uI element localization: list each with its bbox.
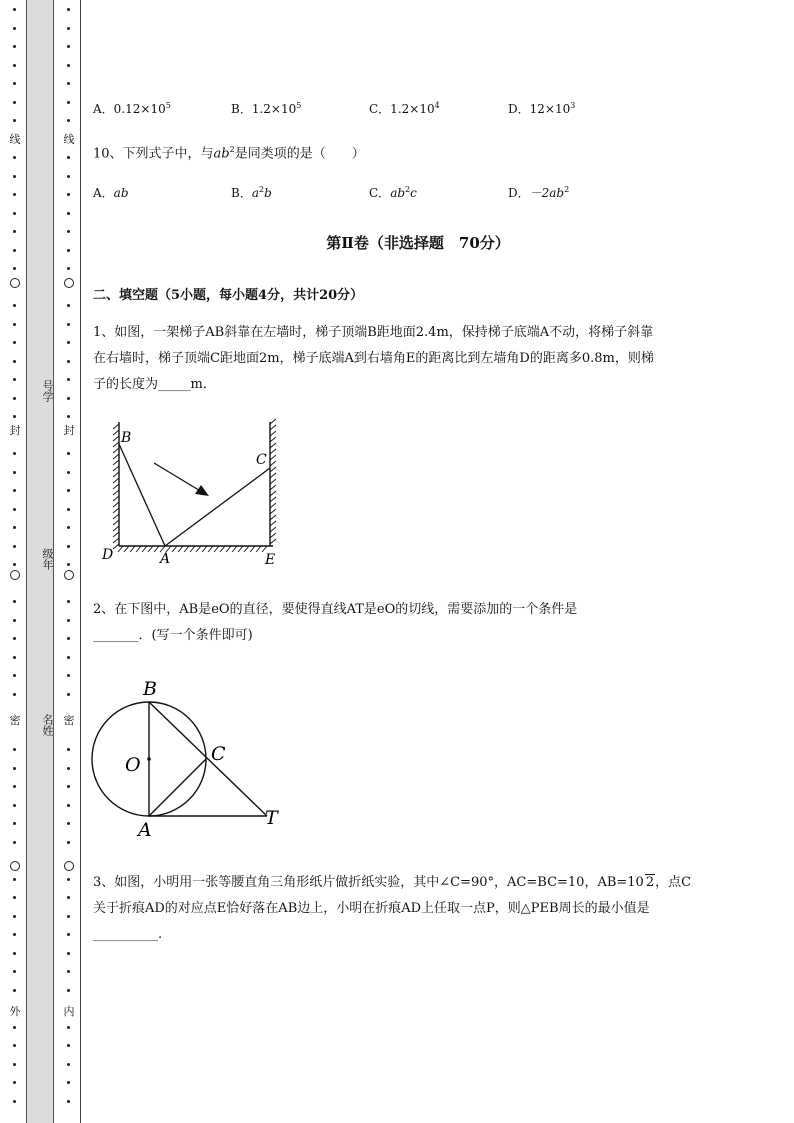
hatch-stroke (270, 521, 276, 526)
cut-line-dot (67, 360, 70, 363)
cut-line-dot (13, 600, 16, 603)
cut-line-dot (67, 64, 70, 67)
hatch-stroke (148, 546, 153, 552)
left-wall-hatching (113, 424, 119, 549)
left-circle-marker (10, 861, 20, 871)
cut-line-dot (67, 970, 70, 973)
q1-ladder-figure (99, 418, 299, 570)
hatch-stroke (113, 502, 119, 507)
hatch-stroke (270, 503, 276, 508)
hatch-stroke (113, 526, 119, 531)
hatch-stroke (250, 546, 255, 552)
cut-line-dot (67, 1044, 70, 1047)
right-circle-marker (64, 861, 74, 871)
q10-option-b: B．$a^2b$ (231, 185, 272, 200)
right-dotted-cut-line (64, 0, 74, 1123)
cut-line-dot (67, 397, 70, 400)
label-b: B (143, 678, 157, 700)
cut-line-dot (13, 508, 16, 511)
hatch-stroke (113, 544, 119, 549)
cut-line-dot (67, 674, 70, 677)
student-id-label: 号学 (41, 380, 54, 402)
cut-line-dot (13, 526, 16, 529)
hatch-stroke (196, 546, 201, 552)
section2-title: 二、填空题（5小题，每小题4分，共计20分） (93, 288, 364, 303)
cut-line-dot (67, 637, 70, 640)
right-wall-hatching (270, 419, 276, 544)
cut-line-dot (13, 193, 16, 196)
hatch-stroke (118, 546, 123, 552)
cut-line-dot (67, 45, 70, 48)
cut-line-dot (67, 804, 70, 807)
cut-line-dot (13, 397, 16, 400)
cut-line-dot (67, 767, 70, 770)
q10-option-d: D．$-2ab^2$ (508, 185, 570, 200)
cut-line-dot (67, 341, 70, 344)
cut-line-dot (13, 119, 16, 122)
hatch-stroke (184, 546, 189, 552)
hatch-stroke (113, 478, 119, 483)
cut-line-dot (13, 804, 16, 807)
cut-line-dot (13, 27, 16, 30)
cut-line-dot (13, 175, 16, 178)
left-circle-marker (10, 278, 20, 288)
cut-line-dot (13, 1026, 16, 1029)
cut-line-dot (13, 1044, 16, 1047)
left-mark-seal: 封 (6, 424, 24, 437)
q3-line1: 3、如图，小明用一张等腰直角三角形纸片做折纸实验，其中∠C=90°，AC=BC=10，AB=10 2，点C (93, 875, 692, 890)
cut-line-dot (67, 82, 70, 85)
sqrt-radicand: 2 (645, 875, 655, 890)
hatch-stroke (270, 479, 276, 484)
cut-line-dot (13, 64, 16, 67)
hatch-stroke (172, 546, 177, 552)
hatch-stroke (113, 472, 119, 477)
left-mark-secret: 密 (6, 714, 24, 727)
hatch-stroke (270, 473, 276, 478)
cut-line-dot (13, 952, 16, 955)
hatch-stroke (154, 546, 159, 552)
label-c: C (256, 452, 267, 468)
cut-line-dot (67, 27, 70, 30)
cut-line-dot (67, 563, 70, 566)
cut-line-dot (13, 1063, 16, 1066)
cut-line-dot (13, 933, 16, 936)
cut-line-dot (67, 175, 70, 178)
hatch-stroke (270, 449, 276, 454)
right-mark-line: 线 (60, 133, 78, 146)
cut-line-dot (13, 230, 16, 233)
hatch-stroke (113, 538, 119, 543)
cut-line-dot (67, 748, 70, 751)
cut-line-dot (13, 748, 16, 751)
right-mark-secret: 密 (60, 714, 78, 727)
hatch-stroke (270, 497, 276, 502)
hatch-stroke (256, 546, 261, 552)
cut-line-dot (13, 323, 16, 326)
cut-line-dot (13, 693, 16, 696)
center-point (147, 757, 151, 761)
q2-line1: 2、在下图中，AB是eO的直径，要使得直线AT是eO的切线，需要添加的一个条件是 (93, 602, 578, 617)
cut-line-dot (13, 249, 16, 252)
cut-line-dot (67, 230, 70, 233)
cut-line-dot (13, 489, 16, 492)
move-arrow-shaft (154, 463, 202, 492)
hatch-stroke (124, 546, 129, 552)
hatch-stroke (244, 546, 249, 552)
q10-options (93, 184, 743, 204)
q3-line3: __________. (93, 927, 163, 942)
hatch-stroke (113, 424, 119, 429)
hatch-stroke (208, 546, 213, 552)
class-label: 级年 (41, 548, 54, 570)
hatch-stroke (270, 491, 276, 496)
q2-circle-figure (91, 672, 291, 842)
cut-line-dot (13, 82, 16, 85)
label-a: A (138, 819, 152, 841)
hatch-stroke (113, 460, 119, 465)
left-dotted-cut-line (10, 0, 20, 1123)
ground-hatching (118, 546, 267, 552)
cut-line-dot (67, 989, 70, 992)
hatch-stroke (226, 546, 231, 552)
cut-line-dot (67, 267, 70, 270)
cut-line-dot (13, 841, 16, 844)
hatch-stroke (202, 546, 207, 552)
hatch-stroke (130, 546, 135, 552)
q1-text (93, 320, 738, 398)
q10-stem: 10、下列式子中，与$ab^2$是同类项的是（ ） (93, 145, 365, 162)
cut-line-dot (67, 249, 70, 252)
cut-line-dot (67, 822, 70, 825)
hatch-stroke (270, 485, 276, 490)
q2-line2: _______．(写一个条件即可) (93, 628, 253, 643)
cut-line-dot (67, 656, 70, 659)
label-e: E (265, 552, 276, 568)
q3-line2: 关于折痕AD的对应点E恰好落在AB边上，小明在折痕AD上任取一点P，则△PEB周长的最小值是 (93, 901, 650, 916)
cut-line-dot (67, 841, 70, 844)
cut-line-dot (67, 304, 70, 307)
cut-line-dot (13, 452, 16, 455)
right-mark-seal: 封 (60, 424, 78, 437)
cut-line-dot (67, 878, 70, 881)
hatch-stroke (220, 546, 225, 552)
cut-line-dot (13, 471, 16, 474)
hatch-stroke (270, 425, 276, 430)
right-circle-marker (64, 570, 74, 580)
hatch-stroke (270, 419, 276, 424)
hatch-stroke (270, 527, 276, 532)
right-circle-marker (64, 278, 74, 288)
hatch-stroke (270, 515, 276, 520)
cut-line-dot (13, 767, 16, 770)
ladder-ab (119, 444, 165, 546)
cut-line-dot (13, 1100, 16, 1103)
cut-line-dot (13, 304, 16, 307)
cut-line-dot (13, 656, 16, 659)
label-o: O (125, 754, 141, 776)
cut-line-dot (67, 193, 70, 196)
hatch-stroke (113, 442, 119, 447)
cut-line-dot (13, 341, 16, 344)
hatch-stroke (270, 455, 276, 460)
cut-line-dot (67, 896, 70, 899)
info-strip (26, 0, 54, 1123)
cut-line-dot (67, 1100, 70, 1103)
cut-line-dot (67, 212, 70, 215)
cut-line-dot (13, 619, 16, 622)
q1-line1: 1、如图，一架梯子AB斜靠在左墙时，梯子顶端B距地面2.4m，保持梯子底端A不动，将梯子斜靠 (93, 325, 654, 340)
hatch-stroke (270, 509, 276, 514)
left-mark-line: 线 (6, 133, 24, 146)
cut-line-dot (13, 156, 16, 159)
cut-line-dot (67, 933, 70, 936)
hatch-stroke (113, 484, 119, 489)
cut-line-dot (67, 1081, 70, 1084)
hatch-stroke (190, 546, 195, 552)
binding-margin (0, 0, 86, 1123)
cut-line-dot (67, 1063, 70, 1066)
cut-line-dot (13, 101, 16, 104)
hatch-stroke (113, 490, 119, 495)
cut-line-dot (67, 785, 70, 788)
hatch-stroke (214, 546, 219, 552)
move-arrow-head (195, 485, 209, 496)
hatch-stroke (142, 546, 147, 552)
hatch-stroke (113, 520, 119, 525)
q10-option-a: A．ab (93, 186, 129, 200)
hatch-stroke (113, 466, 119, 471)
q1-line3: 子的长度为_____m． (93, 377, 216, 392)
q1-line2: 在右墙时，梯子顶端C距地面2m，梯子底端A到右墙角E的距离比到左墙角D的距离多0.8m，则梯 (93, 351, 654, 366)
q9-option-c: C．$1.2\times 10^4$ (369, 101, 440, 116)
cut-line-dot (13, 637, 16, 640)
cut-line-dot (67, 471, 70, 474)
cut-line-dot (67, 323, 70, 326)
binding-border-line (80, 0, 81, 1123)
hatch-stroke (232, 546, 237, 552)
cut-line-dot (13, 915, 16, 918)
cut-line-dot (13, 8, 16, 11)
cut-line-dot (67, 8, 70, 11)
cut-line-dot (67, 119, 70, 122)
hatch-stroke (238, 546, 243, 552)
cut-line-dot (13, 45, 16, 48)
q9-option-a: A．$0.12\times 10^5$ (93, 101, 171, 116)
cut-line-dot (13, 563, 16, 566)
cut-line-dot (67, 378, 70, 381)
q9-options (93, 100, 743, 120)
cut-line-dot (67, 545, 70, 548)
hatch-stroke (270, 539, 276, 544)
hatch-stroke (270, 443, 276, 448)
hatch-stroke (178, 546, 183, 552)
hatch-stroke (270, 431, 276, 436)
part2-title: 第Ⅱ卷（非选择题 70分） (326, 234, 510, 252)
left-mark-outer: 外 (6, 1005, 24, 1018)
cut-line-dot (67, 600, 70, 603)
q10-option-c: C．$ab^2c$ (369, 185, 417, 200)
cut-line-dot (13, 878, 16, 881)
cut-line-dot (67, 915, 70, 918)
hatch-stroke (270, 461, 276, 466)
cut-line-dot (13, 545, 16, 548)
q9-option-d: D．$12\times 10^3$ (508, 101, 576, 116)
cut-line-dot (13, 378, 16, 381)
cut-line-dot (67, 1026, 70, 1029)
label-b: B (121, 430, 132, 446)
hatch-stroke (113, 430, 119, 435)
cut-line-dot (67, 156, 70, 159)
cut-line-dot (67, 619, 70, 622)
name-label: 名姓 (41, 714, 54, 736)
left-circle-marker (10, 570, 20, 580)
cut-line-dot (13, 674, 16, 677)
cut-line-dot (13, 970, 16, 973)
cut-line-dot (67, 101, 70, 104)
cut-line-dot (67, 952, 70, 955)
hatch-stroke (113, 496, 119, 501)
hatch-stroke (113, 514, 119, 519)
hatch-stroke (113, 532, 119, 537)
hatch-stroke (270, 437, 276, 442)
hatch-stroke (113, 448, 119, 453)
cut-line-dot (13, 822, 16, 825)
q9-option-b: B．$1.2\times 10^5$ (231, 101, 302, 116)
right-mark-inner: 内 (60, 1005, 78, 1018)
hatch-stroke (113, 508, 119, 513)
cut-line-dot (67, 452, 70, 455)
q2-text (93, 597, 738, 649)
chord-ac (149, 759, 206, 816)
label-a: A (160, 551, 171, 567)
cut-line-dot (67, 526, 70, 529)
cut-line-dot (13, 360, 16, 363)
label-c: C (211, 743, 226, 765)
cut-line-dot (67, 508, 70, 511)
label-d: D (102, 547, 114, 563)
hatch-stroke (113, 436, 119, 441)
q3-text (93, 870, 738, 948)
label-t: T (265, 807, 278, 829)
cut-line-dot (13, 785, 16, 788)
cut-line-dot (13, 267, 16, 270)
cut-line-dot (13, 1081, 16, 1084)
cut-line-dot (13, 415, 16, 418)
cut-line-dot (67, 693, 70, 696)
hatch-stroke (136, 546, 141, 552)
hatch-stroke (270, 467, 276, 472)
hatch-stroke (113, 454, 119, 459)
cut-line-dot (13, 989, 16, 992)
cut-line-dot (67, 489, 70, 492)
cut-line-dot (13, 896, 16, 899)
hatch-stroke (270, 533, 276, 538)
cut-line-dot (13, 212, 16, 215)
cut-line-dot (67, 415, 70, 418)
